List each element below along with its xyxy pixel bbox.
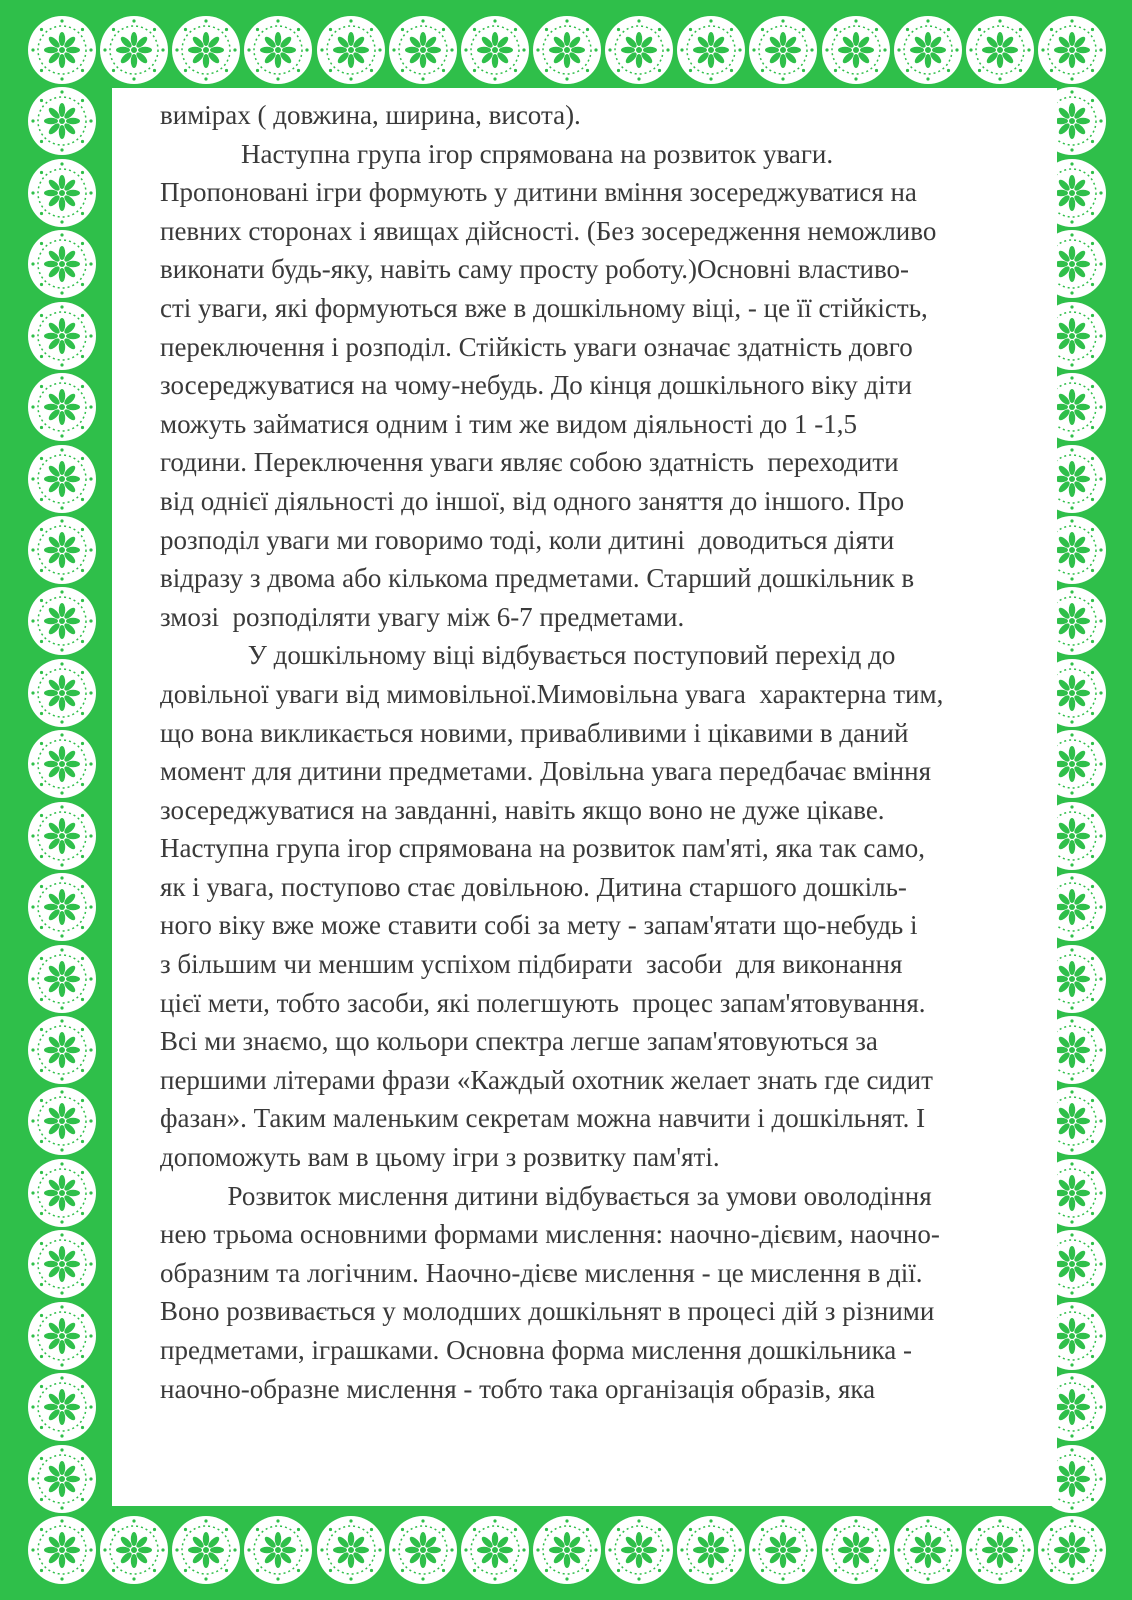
- text-line: першими літерами фрази «Каждый охотник желает знать где сидит: [160, 1064, 933, 1095]
- text-line: момент для дитини предметами. Довільна увага передбачає вміння: [160, 756, 931, 787]
- text-line: зосереджуватися на чому-небудь. До кінця дошкільного віку діти: [160, 370, 913, 401]
- document-text: [160, 96, 1060, 1408]
- text-line: вимірах ( довжина, ширина, висота).: [160, 100, 581, 130]
- lace-doily: [533, 16, 601, 84]
- lace-doily: [244, 1516, 312, 1584]
- text-line: цієї мети, тобто засоби, які полегшують процес запам'ятовування.: [160, 987, 926, 1018]
- lace-doily: [822, 1516, 890, 1584]
- text-line: нею трьома основними формами мислення: наочно-дієвим, наочно-: [160, 1219, 940, 1250]
- lace-doily: [461, 1516, 529, 1584]
- lace-doily: [28, 230, 96, 298]
- lace-doily: [28, 16, 96, 84]
- lace-doily: [28, 1445, 96, 1513]
- lace-doily: [28, 1230, 96, 1298]
- lace-doily: [1038, 16, 1106, 84]
- text-line: Наступна група ігор спрямована на розвиток пам'яті, яка так само,: [160, 833, 926, 864]
- lace-doily: [28, 587, 96, 655]
- text-line: Всі ми знаємо, що кольори спектра легше запам'ятовуються за: [160, 1026, 878, 1057]
- lace-doily: [677, 16, 745, 84]
- text-line: відразу з двома або кількома предметами. Старший дошкільник в: [160, 563, 915, 594]
- text-line: Наступна група ігор спрямована на розвиток уваги.: [160, 138, 834, 169]
- text-line: образним та логічним. Наочно-дієве мислення - це мислення в дії.: [160, 1257, 923, 1288]
- text-line: сті уваги, які формуються вже в дошкільному віці, - це її стійкість,: [160, 292, 928, 323]
- lace-doily: [28, 159, 96, 227]
- text-line: зосереджуватися на завданні, навіть якщо воно не дуже цікаве.: [160, 794, 885, 825]
- text-line: допоможуть вам в цьому ігри з розвитку пам'яті.: [160, 1142, 720, 1173]
- text-line: з більшим чи меншим успіхом підбирати засоби для виконання: [160, 949, 903, 980]
- text-line: Розвиток мислення дитини відбувається за умови оволодіння: [160, 1180, 932, 1211]
- text-line: предметами, іграшками. Основна форма мислення дошкільника -: [160, 1335, 913, 1365]
- lace-doily: [605, 16, 673, 84]
- lace-doily: [605, 1516, 673, 1584]
- text-line: як і увага, поступово стає довільною. Дитина старшого дошкіль-: [160, 871, 907, 902]
- text-line: години. Переключення уваги являє собою здатність переходити: [160, 447, 899, 478]
- lace-doily: [28, 659, 96, 727]
- lace-doily: [389, 1516, 457, 1584]
- lace-doily: [28, 516, 96, 584]
- lace-doily: [894, 1516, 962, 1584]
- lace-doily: [100, 1516, 168, 1584]
- lace-doily: [1038, 1516, 1106, 1584]
- text-line: фазан». Таким маленьким секретам можна навчити і дошкільнят. І: [160, 1103, 926, 1134]
- lace-doily: [894, 16, 962, 84]
- text-line: довільної уваги від мимовільної.Мимовільна увага характерна тим,: [160, 678, 944, 709]
- lace-doily: [28, 1016, 96, 1084]
- lace-doily: [749, 1516, 817, 1584]
- text-line: виконати будь-яку, навіть саму просту роботу.)Основні властиво-: [160, 254, 910, 285]
- lace-doily: [749, 16, 817, 84]
- text-line: розподіл уваги ми говоримо тоді, коли дитині доводиться діяти: [160, 524, 895, 555]
- text-line: У дошкільному віці відбувається поступовий перехід до: [160, 640, 896, 671]
- lace-doily: [966, 16, 1034, 84]
- text-line: можуть займатися одним і тим же видом діяльності до 1 -1,5: [160, 408, 858, 439]
- text-line: ного віку вже може ставити собі за мету - запам'ятати що-небудь і: [160, 910, 918, 941]
- lace-doily: [172, 1516, 240, 1584]
- lace-doily: [28, 802, 96, 870]
- text-line: Пропоновані ігри формують у дитини вміння зосереджуватися на: [160, 177, 917, 208]
- lace-doily: [28, 945, 96, 1013]
- text-line: що вона викликається новими, привабливими і цікавими в даний: [160, 717, 909, 748]
- lace-doily: [966, 1516, 1034, 1584]
- lace-doily: [28, 1373, 96, 1441]
- lace-doily: [28, 1516, 96, 1584]
- text-line: від однієї діяльності до іншої, від одного заняття до іншого. Про: [160, 485, 905, 516]
- lace-doily: [28, 87, 96, 155]
- lace-doily: [677, 1516, 745, 1584]
- text-line: переключення і розподіл. Стійкість уваги означає здатність довго: [160, 331, 913, 362]
- lace-doily: [822, 16, 890, 84]
- lace-doily: [461, 16, 529, 84]
- lace-doily: [244, 16, 312, 84]
- lace-doily: [317, 1516, 385, 1584]
- lace-doily: [28, 873, 96, 941]
- lace-doily: [28, 445, 96, 513]
- text-line: змозі розподіляти увагу між 6-7 предметами.: [160, 601, 685, 632]
- lace-doily: [28, 730, 96, 798]
- lace-doily: [317, 16, 385, 84]
- lace-doily: [100, 16, 168, 84]
- text-line: Воно розвивається у молодших дошкільнят в процесі дій з різними: [160, 1296, 935, 1327]
- lace-doily: [28, 1302, 96, 1370]
- lace-doily: [28, 1159, 96, 1227]
- lace-doily: [172, 16, 240, 84]
- text-line: певних сторонах і явищах дійсності. (Без зосередження неможливо: [160, 215, 937, 246]
- lace-doily: [28, 373, 96, 441]
- text-line: наочно-образне мислення - тобто така організація образів, яка: [160, 1373, 876, 1404]
- lace-doily: [28, 1087, 96, 1155]
- lace-doily: [533, 1516, 601, 1584]
- lace-doily: [28, 302, 96, 370]
- lace-doily: [389, 16, 457, 84]
